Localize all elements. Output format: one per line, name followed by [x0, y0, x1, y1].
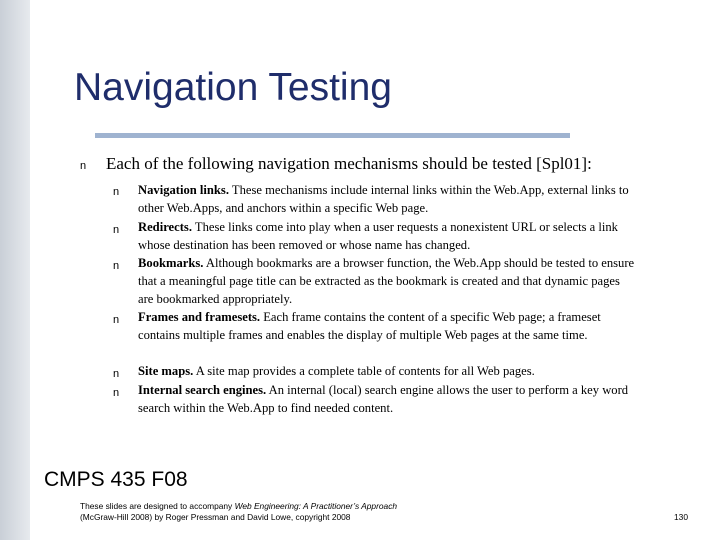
bullet-icon: n [113, 368, 120, 380]
list-item-navigation-links [138, 181, 638, 217]
book-title: Web Engineering: A Practitioner’s Approach [234, 501, 398, 511]
slide-title: Navigation Testing [74, 66, 392, 109]
item-desc: A site map provides a complete table of contents for all Web pages. [193, 364, 535, 378]
decorative-sidebar [0, 0, 30, 540]
item-term: Frames and framesets. [138, 310, 261, 324]
course-label: CMPS 435 F08 [44, 468, 188, 491]
item-term: Bookmarks. [138, 256, 204, 270]
page-number: 130 [674, 512, 688, 522]
note-line2: (McGraw-Hill 2008) by Roger Pressman and David Lowe, copyright 2008 [80, 512, 351, 522]
item-desc: Although bookmarks are a browser function, the Web.App should be tested to ensure that a meaningful page title can be extracted as the bookmark is created and that dynamic pages are bookmarked appropriately. [138, 256, 635, 306]
note-prefix: These slides are designed to accompany [80, 501, 235, 511]
bullet-icon: n [113, 260, 120, 272]
list-item-frames [138, 308, 638, 344]
title-divider [95, 133, 570, 138]
item-term: Navigation links. [138, 183, 229, 197]
intro-text: Each of the following navigation mechanisms should be tested [Spl01]: [106, 154, 592, 173]
item-term: Redirects. [138, 220, 192, 234]
list-item-search-engines [138, 381, 638, 417]
bullet-icon: n [113, 186, 120, 198]
list-item-redirects [138, 218, 638, 254]
list-item-site-maps [138, 362, 638, 380]
item-term: Internal search engines. [138, 383, 267, 397]
bullet-icon: n [113, 314, 120, 326]
item-desc: These mechanisms include internal links within the Web.App, external links to other Web.Apps, and anchors within a specific Web page. [138, 183, 629, 215]
item-term: Site maps. [138, 364, 194, 378]
item-desc: Each frame contains the content of a specific Web page; a frameset contains multiple frames and enables the display of multiple Web pages at the same time. [138, 310, 601, 342]
list-item-bookmarks [138, 254, 638, 308]
bullet-icon: n [113, 387, 120, 399]
bullet-icon: n [113, 224, 120, 236]
copyright-note [80, 501, 550, 523]
bullet-icon: n [80, 160, 87, 172]
item-desc: These links come into play when a user requests a nonexistent URL or selects a link whose destination has been removed or whose name has changed. [138, 220, 618, 252]
item-desc: An internal (local) search engine allows the user to perform a key word search within the Web.App to find needed content. [138, 383, 629, 415]
